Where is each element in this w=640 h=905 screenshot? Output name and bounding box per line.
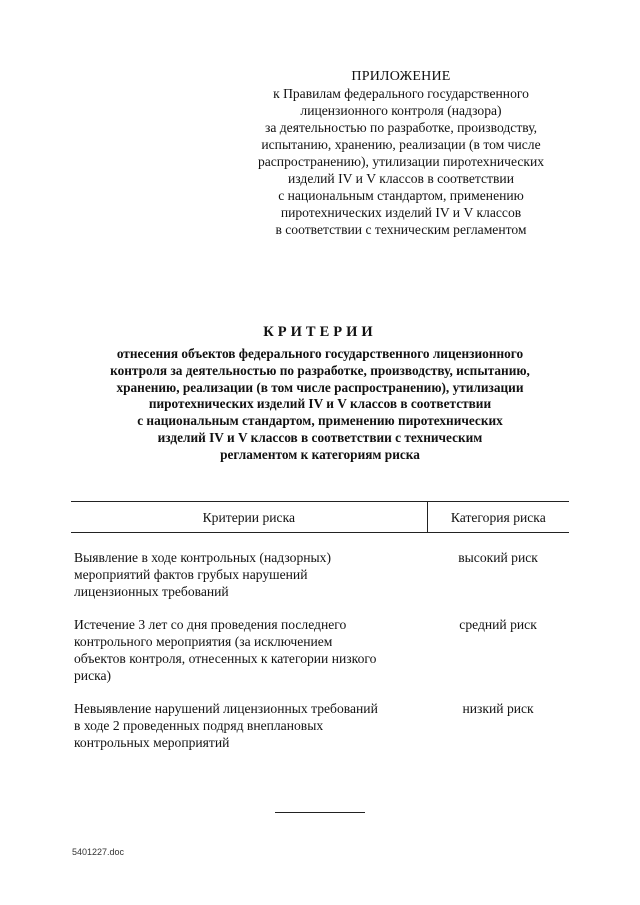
table-row bbox=[71, 616, 569, 684]
file-name-label: 5401227.doc bbox=[72, 847, 125, 857]
criteria-text: лицензионных требований bbox=[74, 584, 229, 599]
criteria-text: контрольного мероприятия (за исключением bbox=[74, 634, 333, 649]
appendix-line: испытанию, хранению, реализации (в том числе bbox=[261, 137, 541, 152]
criteria-subtitle-line: регламентом к категориям риска bbox=[220, 446, 420, 462]
appendix-line: изделий IV и V классов в соответствии bbox=[288, 171, 514, 186]
appendix-line: за деятельностью по разработке, производству, bbox=[264, 120, 538, 135]
appendix-heading: ПРИЛОЖЕНИЕ bbox=[351, 69, 451, 84]
header-criteria: Критерии риска bbox=[71, 502, 427, 533]
row-criteria bbox=[71, 616, 427, 684]
row-spacer bbox=[71, 684, 569, 700]
criteria-subtitle-line: с национальным стандартом, применению пиротехнических bbox=[137, 413, 503, 429]
row-spacer bbox=[71, 600, 569, 616]
criteria-text: объектов контроля, отнесенных к категории низкого bbox=[74, 651, 377, 666]
header-category: Категория риска bbox=[427, 502, 569, 533]
appendix-line: с национальным стандартом, применению bbox=[278, 188, 524, 203]
row-category: высокий риск bbox=[458, 550, 538, 565]
criteria-title: КРИТЕРИИ bbox=[263, 324, 377, 340]
criteria-text: мероприятий фактов грубых нарушений bbox=[74, 567, 308, 582]
criteria-text: Выявление в ходе контрольных (надзорных) bbox=[74, 550, 331, 565]
row-criteria bbox=[71, 700, 427, 751]
appendix-line: пиротехнических изделий IV и V классов bbox=[280, 205, 522, 220]
criteria-subtitle-line: изделий IV и V классов в соответствии с техническим bbox=[157, 429, 483, 445]
row-category: средний риск bbox=[459, 617, 537, 632]
risk-criteria-table bbox=[71, 501, 569, 751]
row-category: низкий риск bbox=[462, 701, 534, 716]
appendix-line: лицензионного контроля (надзора) bbox=[300, 103, 502, 118]
criteria-text: в ходе 2 проведенных подряд внеплановых bbox=[74, 718, 324, 733]
appendix-line: распространению), утилизации пиротехнических bbox=[257, 154, 545, 169]
appendix-line: в соответствии с техническим регламентом bbox=[275, 222, 527, 237]
criteria-subtitle-line: отнесения объектов федерального государственного лицензионного bbox=[116, 346, 524, 361]
footer-divider bbox=[275, 812, 365, 813]
criteria-text: контрольных мероприятий bbox=[74, 735, 230, 750]
criteria-text: Невыявление нарушений лицензионных требований bbox=[74, 701, 378, 716]
appendix-line: к Правилам федерального государственного bbox=[273, 86, 529, 101]
appendix-block bbox=[228, 68, 574, 238]
criteria-text: Истечение 3 лет со дня проведения последнего bbox=[74, 617, 347, 632]
criteria-subtitle-line: хранению, реализации (в том числе распространению), утилизации bbox=[116, 379, 524, 395]
table-row bbox=[71, 549, 569, 600]
table-header-row bbox=[71, 502, 569, 533]
criteria-subtitle-line: пиротехнических изделий IV и V классов в соответствии bbox=[148, 396, 492, 412]
criteria-subtitle bbox=[60, 346, 580, 464]
table-row bbox=[71, 700, 569, 751]
row-criteria bbox=[71, 549, 427, 600]
criteria-subtitle-line: контроля за деятельностью по разработке, производству, испытанию, bbox=[110, 362, 530, 378]
criteria-text: риска) bbox=[74, 668, 112, 683]
row-spacer bbox=[71, 533, 569, 550]
